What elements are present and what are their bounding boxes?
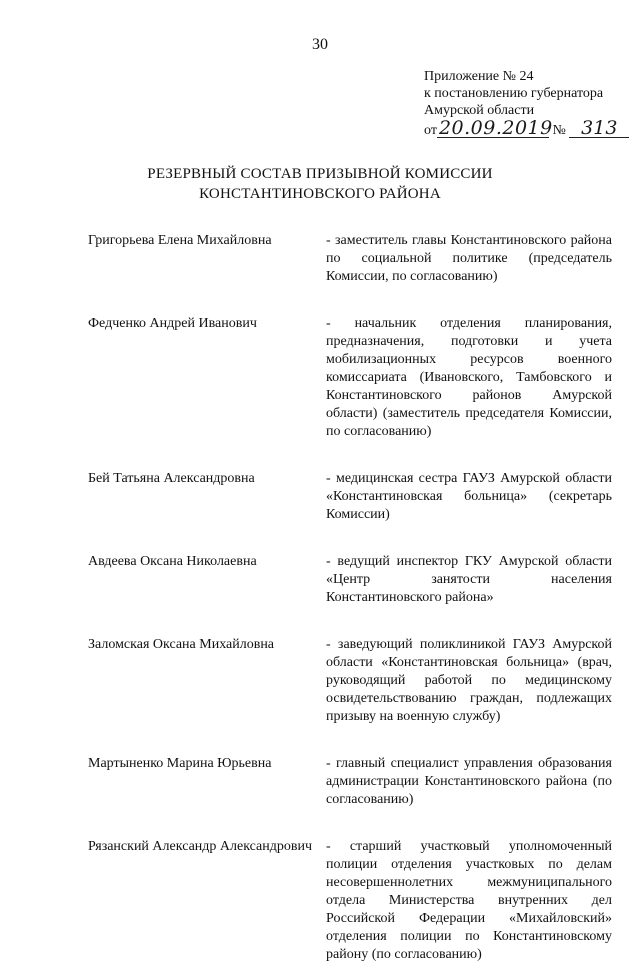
title-line-2: КОНСТАНТИНОВСКОГО РАЙОНА <box>199 186 441 202</box>
member-role: - заведующий поликлиникой ГАУЗ Амурской области «Константиновская больница» (врач, руководящий работой по медицинскому освидетельствованию граждан, подлежащих призыву на военную службу) <box>326 637 612 724</box>
member-name: Авдеева Оксана Николаевна <box>88 554 257 569</box>
member-row <box>88 636 612 726</box>
member-name: Заломская Оксана Михайловна <box>88 637 275 652</box>
date-prefix: от <box>424 123 437 138</box>
member-role: - старший участковый уполномоченный полиции отделения участковых по делам несовершеннолетних межмуниципального отдела Министерства внутренних дел Российской Федерации «Михайловский» отделения полиции по Константиновскому району (по согласованию) <box>326 839 612 962</box>
member-role: - медицинская сестра ГАУЗ Амурской области «Константиновская больница» (секретарь Комиссии) <box>326 471 612 522</box>
title-line-1: РЕЗЕРВНЫЙ СОСТАВ ПРИЗЫВНОЙ КОМИССИИ <box>147 166 493 182</box>
member-row <box>88 553 612 607</box>
member-role: - заместитель главы Константиновского района по социальной политике (председатель Комиссии, по согласованию) <box>326 233 612 284</box>
member-role: - главный специалист управления образования администрации Константиновского района (по согласованию) <box>326 756 612 807</box>
member-row <box>88 232 612 286</box>
member-row <box>88 755 612 809</box>
member-role: - ведущий инспектор ГКУ Амурской области «Центр занятости населения Константиновского района» <box>326 554 612 605</box>
appendix-title: Приложение № 24 <box>424 69 534 84</box>
appendix-date-number <box>424 119 624 139</box>
members-list <box>88 232 612 964</box>
page-number: 30 <box>312 36 328 53</box>
number-label: № <box>552 123 566 138</box>
document-title <box>0 164 640 204</box>
member-row <box>88 470 612 524</box>
appendix-decree: к постановлению губернатора <box>424 86 604 101</box>
member-name: Григорьева Елена Михайловна <box>88 233 272 248</box>
member-name: Бей Татьяна Александровна <box>88 471 255 486</box>
member-role: - начальник отделения планирования, предназначения, подготовки и учета мобилизационных ресурсов военного комиссариата (Ивановского, Тамбовского и Константиновского районов Амурской области) (заместитель председателя Комиссии, по согласованию) <box>326 316 612 439</box>
member-row <box>88 838 612 964</box>
member-name: Федченко Андрей Иванович <box>88 316 257 331</box>
appendix-region: Амурской области <box>424 103 535 118</box>
appendix-block <box>424 68 624 139</box>
member-name: Рязанский Александр Александрович <box>88 839 313 854</box>
member-name: Мартыненко Марина Юрьевна <box>88 756 272 771</box>
handwritten-date: 20.09.2019 <box>438 117 553 139</box>
handwritten-number: 313 <box>569 119 629 138</box>
member-row <box>88 315 612 441</box>
